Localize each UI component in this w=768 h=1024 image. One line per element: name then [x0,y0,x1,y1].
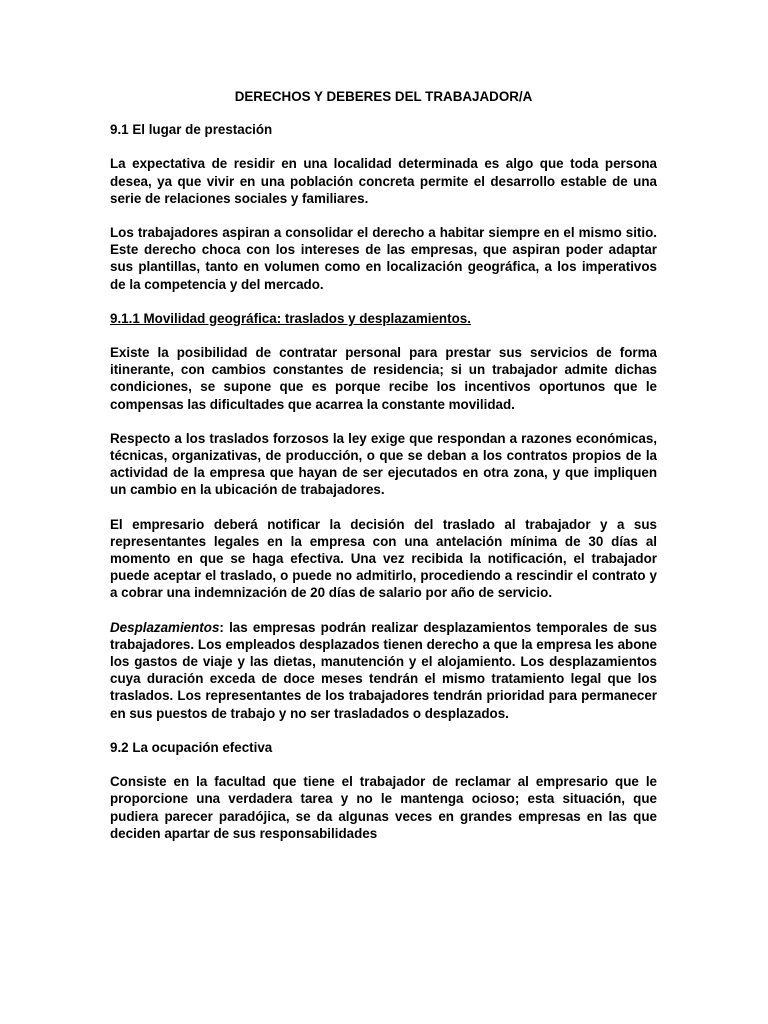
paragraph-desplazamientos [110,619,657,722]
document-body [110,88,657,859]
paragraph-traslados-forzosos: Respecto a los traslados forzosos la ley exige que respondan a razones económicas, técnicas, organizativas, de producción, o que se deban a los contratos propios de la actividad de la empresa que hayan de ser ejecutados en otra zona, y que impliquen un cambio en la ubicación de trabajadores. [110,430,657,498]
paragraph-ocupacion-efectiva: Consiste en la facultad que tiene el trabajador de reclamar al empresario que le proporcione una verdadera tarea y no le mantenga ocioso; esta situación, que pudiera parecer paradójica, se da algunas veces en grandes empresas en las que deciden apartar de sus responsabilidades [110,774,657,841]
paragraph-derecho-habitar: Los trabajadores aspiran a consolidar el derecho a habitar siempre en el mismo sitio. Este derecho choca con los intereses de las empresas, que aspiran poder adaptar sus plantillas, tanto en volumen como en localización geográfica, a los imperativos de la competencia y del mercado. [110,225,657,292]
paragraph-itinerante: Existe la posibilidad de contratar personal para prestar sus servicios de forma itinerante, con cambios constantes de residencia; si un trabajador admite dichas condiciones, se supone que es porque recibe los incentivos oportunos que le compensas las dificultades que acarrea la constante movilidad. [110,345,657,412]
desplazamientos-term: Desplazamientos [110,619,220,635]
section-heading-9-2: 9.2 La ocupación efectiva [110,739,273,755]
section-heading-9-1: 9.1 El lugar de prestación [110,122,273,138]
document-title: DERECHOS Y DEBERES DEL TRABAJADOR/A [234,89,533,104]
section-heading-9-1-1: 9.1.1 Movilidad geográfica: traslados y desplazamientos. [110,310,471,326]
paragraph-residencia: La expectativa de residir en una localidad determinada es algo que toda persona desea, ya que vivir en una población concreta permite el desarrollo estable de una serie de relaciones sociales y familiares. [110,156,657,206]
paragraph-notificacion: El empresario deberá notificar la decisión del traslado al trabajador y a sus representantes legales en la empresa con una antelación mínima de 30 días al momento en que se haga efectiva. Una vez recibida la notificación, el trabajador puede aceptar el traslado, o puede no admitirlo, procediendo a rescindir el contrato y a cobrar una indemnización de 20 días de salario por año de servicio. [110,516,657,601]
desplazamientos-text: : las empresas podrán realizar desplazamientos temporales de sus trabajadores. Los empleados desplazados tienen derecho a que la empresa les abone los gastos de viaje y las dietas, manutención y el alojamiento. Los desplazamientos cuya duración exceda de doce meses tendrán el mismo tratamiento legal que los traslados. Los representantes de los trabajadores tendrán prioridad para permanecer en sus puestos de trabajo y no ser trasladados o desplazados. [110,619,657,721]
